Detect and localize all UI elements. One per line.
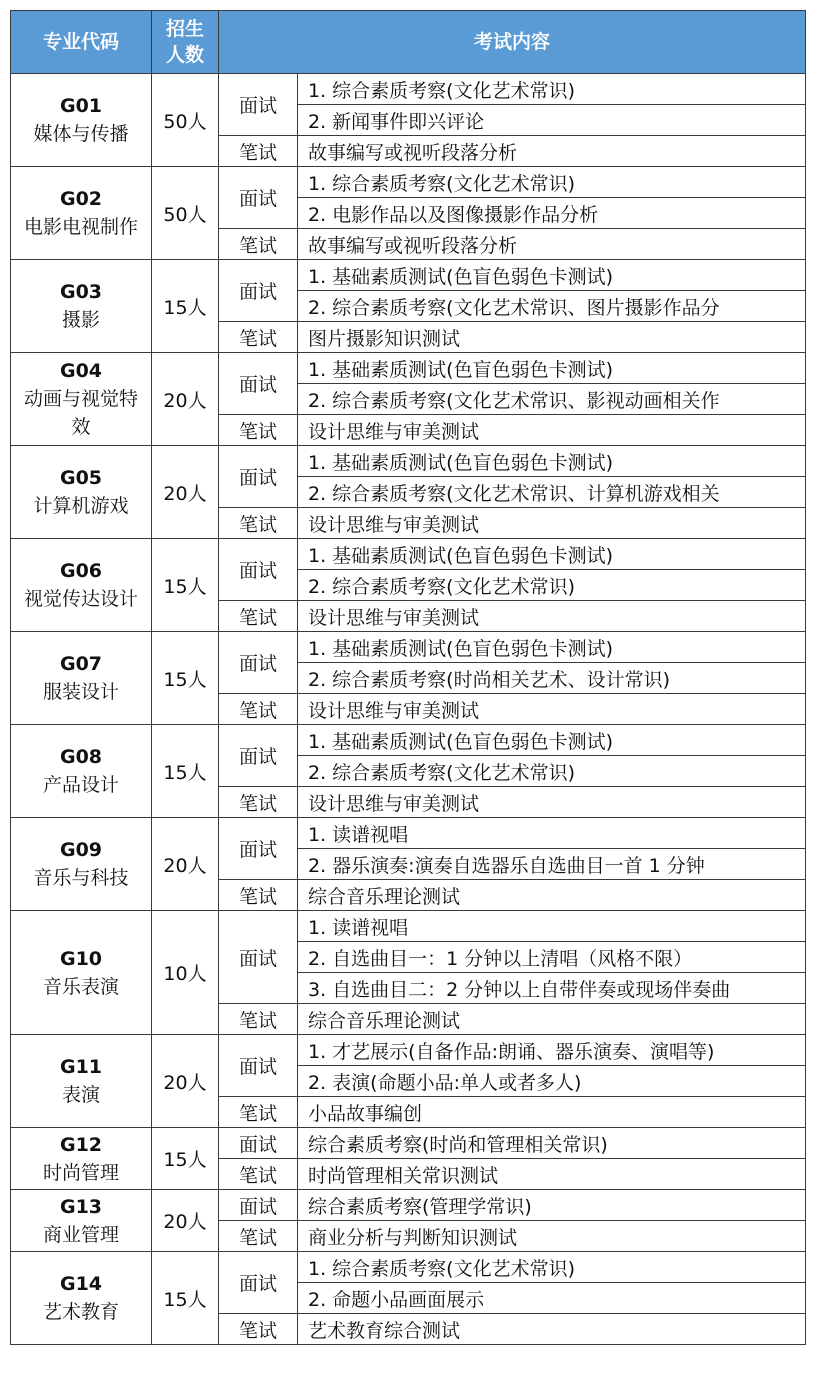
interview-item: 2. 新闻事件即兴评论: [298, 105, 806, 136]
interview-item: 2. 综合素质考察(文化艺术常识、计算机游戏相关: [298, 477, 806, 508]
written-item: 设计思维与审美测试: [298, 694, 806, 725]
quota-cell: 20人: [152, 446, 219, 539]
interview-item: 3. 自选曲目二：2 分钟以上自带伴奏或现场伴奏曲: [298, 973, 806, 1004]
quota-cell: 20人: [152, 353, 219, 446]
written-item: 设计思维与审美测试: [298, 787, 806, 818]
exam-type-interview: 面试: [219, 167, 298, 229]
header-code: 专业代码: [11, 11, 152, 74]
exam-type-interview: 面试: [219, 725, 298, 787]
quota-cell: 15人: [152, 260, 219, 353]
major-code: G14: [59, 1273, 103, 1295]
written-item: 综合音乐理论测试: [298, 880, 806, 911]
exam-type-written: 笔试: [219, 1221, 298, 1252]
written-item: 故事编写或视听段落分析: [298, 229, 806, 260]
exam-type-interview: 面试: [219, 818, 298, 880]
interview-item: 1. 基础素质测试(色盲色弱色卡测试): [298, 539, 806, 570]
exam-type-written: 笔试: [219, 1314, 298, 1345]
written-item: 设计思维与审美测试: [298, 415, 806, 446]
major-cell: [11, 446, 152, 539]
major-name: 动画与视觉特效: [23, 388, 138, 438]
major-cell: [11, 1128, 152, 1190]
major-name: 时尚管理: [42, 1161, 119, 1184]
written-item: 故事编写或视听段落分析: [298, 136, 806, 167]
quota-cell: 15人: [152, 725, 219, 818]
major-cell: [11, 632, 152, 725]
major-code: G06: [59, 560, 103, 582]
major-code: G11: [59, 1056, 103, 1078]
exam-type-written: 笔试: [219, 1159, 298, 1190]
table-row: [11, 632, 806, 663]
interview-item: 1. 综合素质考察(文化艺术常识): [298, 74, 806, 105]
table-row: [11, 1035, 806, 1066]
major-cell: [11, 725, 152, 818]
exam-type-written: 笔试: [219, 694, 298, 725]
interview-item: 1. 综合素质考察(文化艺术常识): [298, 167, 806, 198]
exam-type-interview: 面试: [219, 1252, 298, 1314]
interview-item: 2. 综合素质考察(文化艺术常识、影视动画相关作: [298, 384, 806, 415]
exam-type-written: 笔试: [219, 322, 298, 353]
major-name: 摄影: [61, 309, 100, 331]
interview-item: 2. 表演(命题小品:单人或者多人): [298, 1066, 806, 1097]
major-cell: [11, 167, 152, 260]
major-name: 音乐表演: [42, 975, 119, 998]
interview-item: 1. 基础素质测试(色盲色弱色卡测试): [298, 353, 806, 384]
major-name: 服装设计: [42, 681, 119, 703]
major-cell: [11, 818, 152, 911]
exam-type-interview: 面试: [219, 632, 298, 694]
interview-item: 2. 综合素质考察(时尚相关艺术、设计常识): [298, 663, 806, 694]
exam-type-interview: 面试: [219, 260, 298, 322]
table-row: [11, 167, 806, 198]
exam-type-written: 笔试: [219, 415, 298, 446]
major-name: 商业管理: [42, 1223, 119, 1246]
interview-item: 1. 基础素质测试(色盲色弱色卡测试): [298, 260, 806, 291]
written-item: 图片摄影知识测试: [298, 322, 806, 353]
major-name: 计算机游戏: [33, 495, 129, 517]
table-row: [11, 911, 806, 942]
header-quota: [152, 11, 219, 74]
interview-item: 2. 电影作品以及图像摄影作品分析: [298, 198, 806, 229]
interview-item: 2. 命题小品画面展示: [298, 1283, 806, 1314]
table-header-row: [11, 11, 806, 74]
major-cell: [11, 1190, 152, 1252]
major-code: G12: [59, 1133, 103, 1156]
exam-type-written: 笔试: [219, 787, 298, 818]
table-row: [11, 1128, 806, 1159]
major-code: G08: [59, 746, 103, 768]
major-code: G09: [59, 839, 103, 861]
table-row: [11, 353, 806, 384]
exam-type-interview: 面试: [219, 911, 298, 1004]
major-name: 表演: [61, 1084, 100, 1106]
exam-type-written: 笔试: [219, 508, 298, 539]
table-row: [11, 74, 806, 105]
exam-type-interview: 面试: [219, 539, 298, 601]
table-row: [11, 818, 806, 849]
major-code: G03: [59, 281, 103, 303]
header-quota-text: 招生人数: [165, 18, 204, 66]
interview-item: 综合素质考察(管理学常识): [298, 1190, 806, 1221]
interview-item: 1. 基础素质测试(色盲色弱色卡测试): [298, 632, 806, 663]
major-cell: [11, 539, 152, 632]
exam-type-written: 笔试: [219, 1004, 298, 1035]
major-cell: [11, 1035, 152, 1128]
quota-cell: 15人: [152, 632, 219, 725]
major-cell: [11, 260, 152, 353]
interview-item: 2. 综合素质考察(文化艺术常识): [298, 756, 806, 787]
major-name: 电影电视制作: [23, 216, 138, 238]
interview-item: 1. 综合素质考察(文化艺术常识): [298, 1252, 806, 1283]
major-name: 视觉传达设计: [23, 588, 138, 610]
interview-item: 1. 读谱视唱: [298, 818, 806, 849]
major-name: 音乐与科技: [33, 867, 129, 889]
interview-item: 2. 器乐演奏:演奏自选器乐自选曲目一首 1 分钟: [298, 849, 806, 880]
interview-item: 1. 基础素质测试(色盲色弱色卡测试): [298, 725, 806, 756]
exam-type-written: 笔试: [219, 1097, 298, 1128]
major-code: G10: [59, 947, 103, 970]
quota-cell: 20人: [152, 1190, 219, 1252]
interview-item: 1. 读谱视唱: [298, 911, 806, 942]
major-code: G07: [59, 653, 103, 675]
quota-cell: 15人: [152, 539, 219, 632]
exam-type-written: 笔试: [219, 136, 298, 167]
major-cell: [11, 74, 152, 167]
interview-item: 综合素质考察(时尚和管理相关常识): [298, 1128, 806, 1159]
table-row: [11, 446, 806, 477]
exam-type-interview: 面试: [219, 1128, 298, 1159]
major-code: G05: [59, 467, 103, 489]
written-item: 小品故事编创: [298, 1097, 806, 1128]
table-row: [11, 1252, 806, 1283]
table-row: [11, 725, 806, 756]
quota-cell: 20人: [152, 1035, 219, 1128]
exam-type-interview: 面试: [219, 74, 298, 136]
major-cell: [11, 1252, 152, 1345]
quota-cell: 15人: [152, 1252, 219, 1345]
major-code: G02: [59, 188, 103, 210]
interview-item: 2. 自选曲目一：1 分钟以上清唱（风格不限）: [298, 942, 806, 973]
major-code: G13: [59, 1195, 103, 1218]
major-code: G01: [59, 95, 103, 117]
major-code: G04: [59, 360, 103, 382]
quota-cell: 50人: [152, 74, 219, 167]
major-name: 产品设计: [42, 774, 119, 796]
quota-cell: 20人: [152, 818, 219, 911]
interview-item: 2. 综合素质考察(文化艺术常识、图片摄影作品分: [298, 291, 806, 322]
table-row: [11, 539, 806, 570]
major-name: 艺术教育: [42, 1301, 119, 1323]
quota-cell: 50人: [152, 167, 219, 260]
exam-content-table: [10, 10, 806, 1345]
exam-type-written: 笔试: [219, 229, 298, 260]
exam-type-interview: 面试: [219, 1190, 298, 1221]
interview-item: 1. 才艺展示(自备作品:朗诵、器乐演奏、演唱等): [298, 1035, 806, 1066]
exam-type-interview: 面试: [219, 353, 298, 415]
written-item: 综合音乐理论测试: [298, 1004, 806, 1035]
major-cell: [11, 353, 152, 446]
quota-cell: 10人: [152, 911, 219, 1035]
written-item: 商业分析与判断知识测试: [298, 1221, 806, 1252]
exam-type-interview: 面试: [219, 446, 298, 508]
table-row: [11, 260, 806, 291]
table-body: [11, 74, 806, 1345]
written-item: 时尚管理相关常识测试: [298, 1159, 806, 1190]
table-row: [11, 1190, 806, 1221]
written-item: 艺术教育综合测试: [298, 1314, 806, 1345]
major-cell: [11, 911, 152, 1035]
exam-type-interview: 面试: [219, 1035, 298, 1097]
major-name: 媒体与传播: [33, 123, 129, 145]
interview-item: 2. 综合素质考察(文化艺术常识): [298, 570, 806, 601]
quota-cell: 15人: [152, 1128, 219, 1190]
exam-type-written: 笔试: [219, 601, 298, 632]
written-item: 设计思维与审美测试: [298, 508, 806, 539]
header-content: 考试内容: [219, 11, 806, 74]
exam-type-written: 笔试: [219, 880, 298, 911]
interview-item: 1. 基础素质测试(色盲色弱色卡测试): [298, 446, 806, 477]
written-item: 设计思维与审美测试: [298, 601, 806, 632]
